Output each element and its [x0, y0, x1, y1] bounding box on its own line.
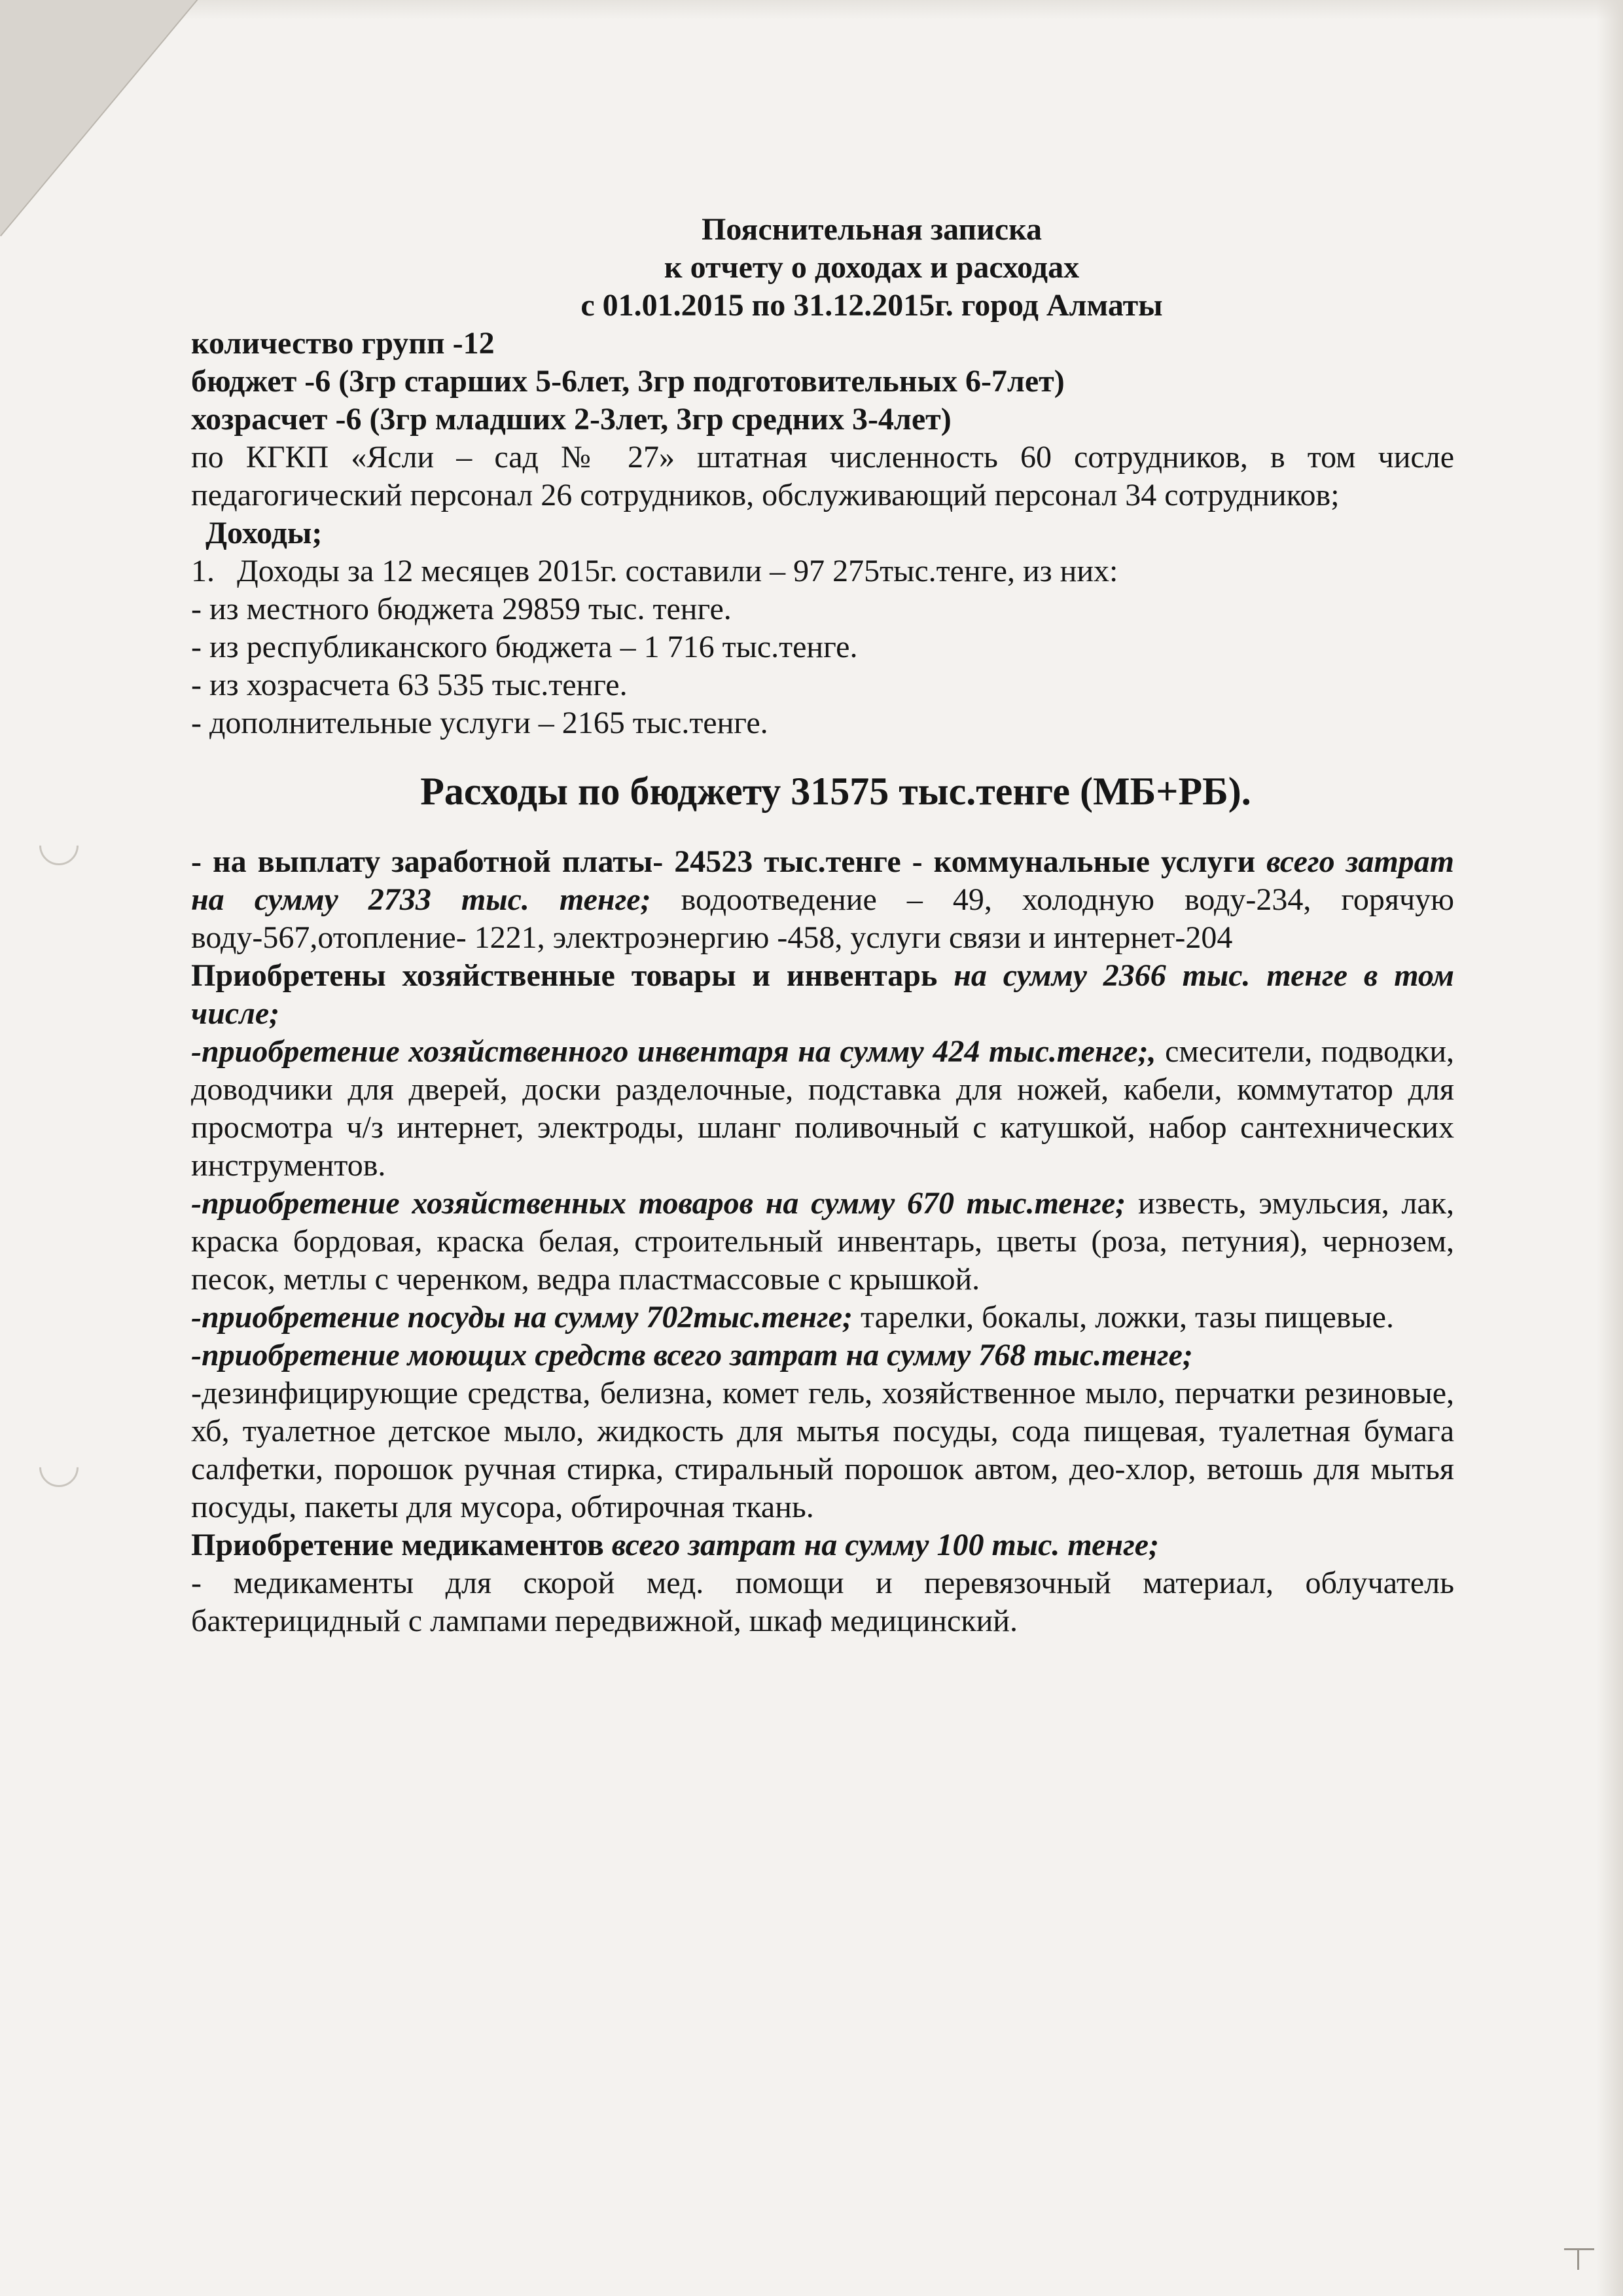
detergents-paragraph — [191, 1336, 1454, 1526]
household-paragraph — [191, 957, 1454, 1033]
income-source-additional: - дополнительные услуги – 2165 тыс.тенге. — [191, 706, 768, 740]
household-lead: Приобретены хозяйственные товары и инвентарь — [191, 958, 938, 993]
income-source-local: - из местного бюджета 29859 тыс. тенге. — [191, 592, 732, 626]
goods-paragraph — [191, 1185, 1454, 1299]
salary-utilities-paragraph — [191, 843, 1454, 957]
utilities-breakdown: водоотведение – 49, холодную воду-234, горячую воду-567,отопление- 1221, электроэнергию -458, услуги связи и интернет-204 — [191, 882, 1454, 955]
document-title — [191, 211, 1454, 325]
staple-mark-icon — [1564, 2248, 1594, 2272]
expenses-heading: Расходы по бюджету 31575 тыс.тенге (МБ+РБ). — [420, 770, 1251, 813]
detergents-lead: -приобретение моющих средств всего затрат на сумму 768 тыс.тенге; — [191, 1338, 1193, 1372]
page-top-shadow — [0, 0, 1623, 20]
document-body — [191, 211, 1454, 1640]
utilities-total: всего затрат на сумму 2733 тыс. тенге; — [191, 844, 1455, 917]
title-line-3: с 01.01.2015 по 31.12.2015г. город Алматы — [580, 288, 1163, 323]
inventory-list: смесители, подводки, доводчики для дверей, доски разделочные, подставка для ножей, кабели, коммутатор для просмотра ч/з интернет, электроды, шланг поливочный с катушкой, набор сантехнических инструментов. — [191, 1034, 1454, 1183]
goods-list: известь, эмульсия, лак, краска бордовая, краска белая, строительный инвентарь, цветы (роза, петуния), чернозем, песок, метлы с черенком, ведра пластмассовые с крышкой. — [191, 1186, 1455, 1297]
punch-hole-top — [31, 818, 87, 874]
punch-hole-bottom — [31, 1440, 87, 1496]
income-item-number: 1. — [191, 554, 215, 588]
inventory-lead: -приобретение хозяйственного инвентаря на сумму 424 тыс.тенге;, — [191, 1034, 1156, 1069]
medicine-lead: Приобретение медикаментов — [191, 1528, 604, 1562]
income-heading: Доходы; — [205, 516, 323, 550]
inventory-paragraph — [191, 1033, 1454, 1185]
goods-lead: -приобретение хозяйственных товаров на сумму 670 тыс.тенге; — [191, 1186, 1126, 1221]
title-line-2: к отчету о доходах и расходах — [664, 250, 1080, 285]
income-total-item — [191, 552, 1454, 590]
intro-section — [191, 325, 1454, 514]
salary-utilities-lead: - на выплату заработной платы- 24523 тыс.тенге - коммунальные услуги — [191, 844, 1256, 879]
income-total-text: Доходы за 12 месяцев 2015г. составили – 97 275тыс.тенге, из них: — [237, 554, 1118, 588]
income-source-selffund: - из хозрасчета 63 535 тыс.тенге. — [191, 668, 628, 702]
dishes-paragraph — [191, 1299, 1454, 1336]
detergents-list: -дезинфицирующие средства, белизна, комет гель, хозяйственное мыло, перчатки резиновые, хб, туалетное детское мыло, жидкость для мытья посуды, сода пищевая, туалетная бумага салфетки, порошок ручная стирка, стиральный порошок автом, део-хлор, ветошь для мытья посуды, пакеты для мусора, обтирочная ткань. — [191, 1376, 1454, 1524]
medicine-paragraph — [191, 1526, 1454, 1640]
groups-count: количество групп -12 — [191, 326, 495, 361]
medicine-total: всего затрат на сумму 100 тыс. тенге; — [603, 1528, 1160, 1562]
budget-groups: бюджет -6 (3гр старших 5-6лет, 3гр подготовительных 6-7лет) — [191, 364, 1065, 399]
expenses-section — [191, 843, 1454, 1640]
income-section — [191, 514, 1454, 742]
household-total: на сумму 2366 тыс. тенге в том числе; — [191, 958, 1454, 1031]
page-right-shadow — [1597, 0, 1623, 2296]
title-line-1: Пояснительная записка — [701, 212, 1043, 247]
dishes-list: тарелки, бокалы, ложки, тазы пищевые. — [853, 1300, 1394, 1335]
dishes-lead: -приобретение посуды на сумму 702тыс.тенге; — [191, 1300, 853, 1335]
income-source-republic: - из республиканского бюджета – 1 716 тыс.тенге. — [191, 630, 858, 664]
selffund-groups: хозрасчет -6 (3гр младших 2-3лет, 3гр средних 3-4лет) — [191, 402, 952, 437]
medicine-list: - медикаменты для скорой мед. помощи и перевязочный материал, облучатель бактерицидный с лампами передвижной, шкаф медицинский. — [191, 1566, 1454, 1638]
staff-paragraph: по КГКП «Ясли – сад № 27» штатная численность 60 сотрудников, в том числе педагогический персонал 26 сотрудников, обслуживающий персонал 34 сотрудников; — [191, 440, 1454, 512]
